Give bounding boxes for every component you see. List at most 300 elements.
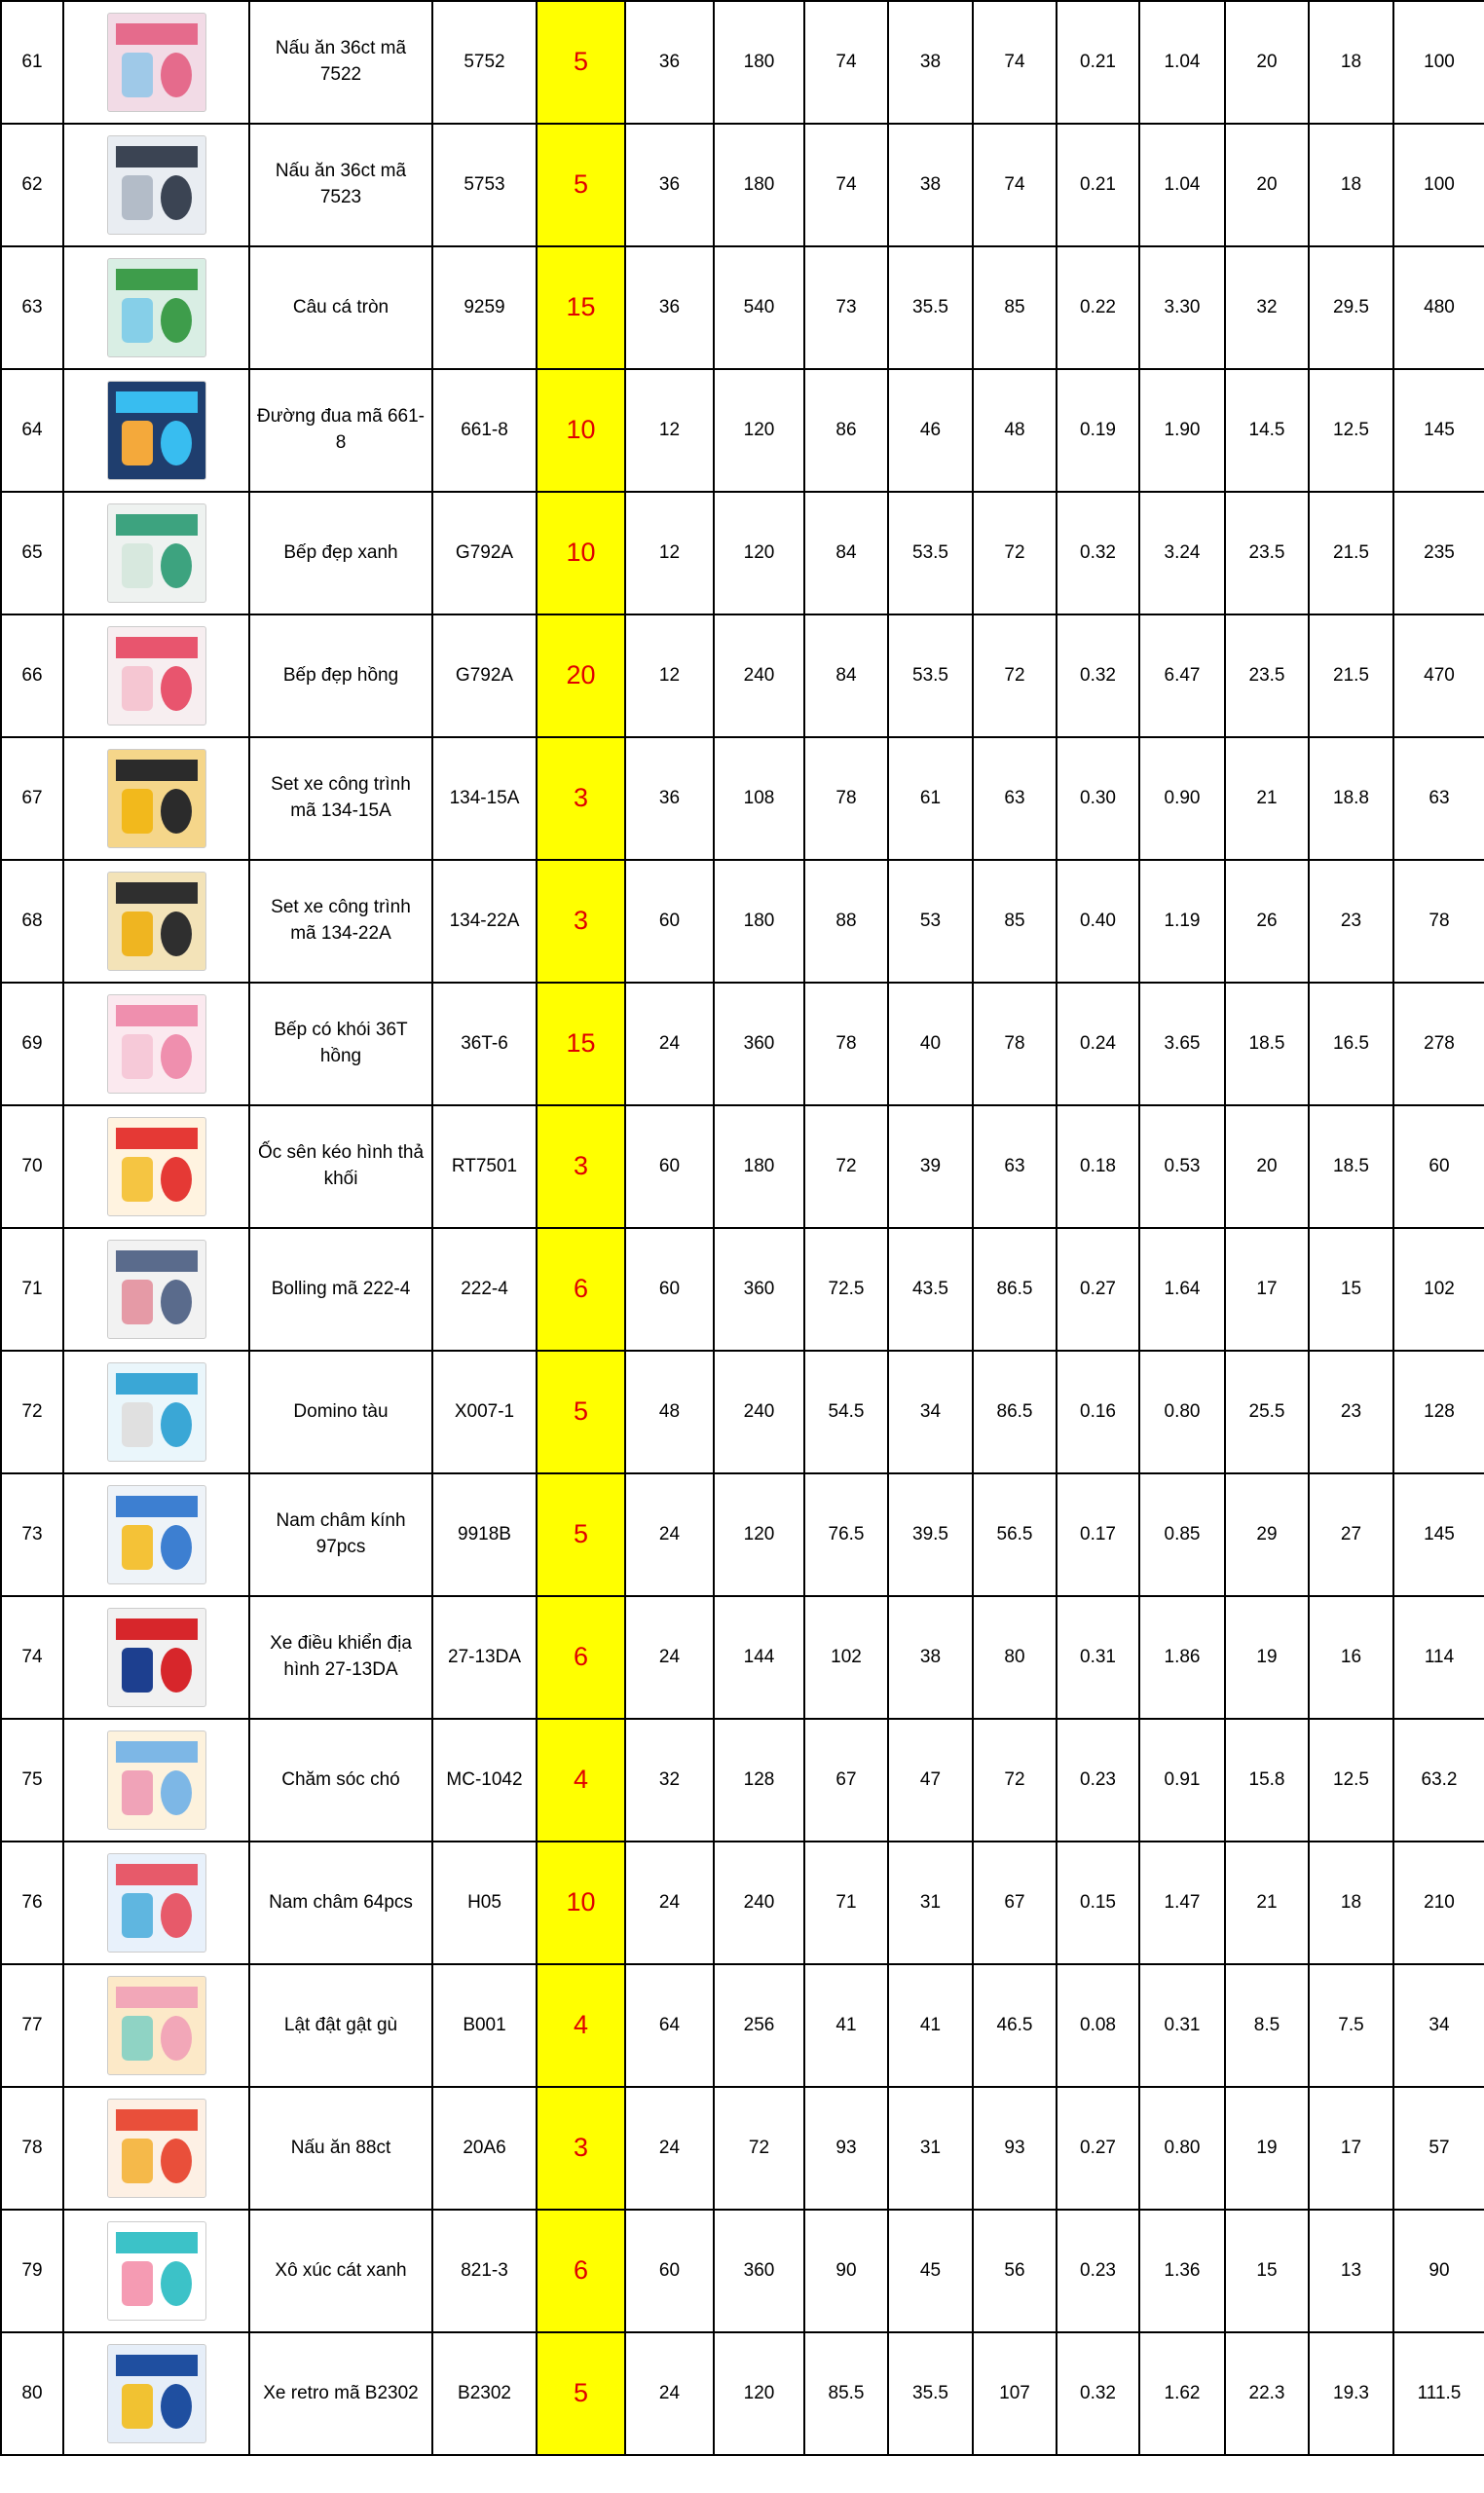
value-cell: 72 [973, 614, 1057, 737]
table-row [1, 492, 1484, 614]
value-cell: 80 [973, 1596, 1057, 1719]
product-photo-shape [122, 2384, 153, 2429]
value-cell: 0.31 [1139, 1964, 1225, 2087]
product-image-cell [63, 1351, 249, 1473]
value-cell: 24 [625, 1596, 714, 1719]
product-photo-icon [107, 258, 206, 357]
table-row [1, 1, 1484, 124]
product-photo-shape [116, 1987, 198, 2008]
value-cell: 32 [1225, 246, 1309, 369]
product-code-cell: B2302 [432, 2332, 537, 2455]
product-image-cell [63, 2210, 249, 2332]
value-cell: 360 [714, 2210, 804, 2332]
value-cell: 278 [1393, 983, 1484, 1105]
table-row [1, 2332, 1484, 2455]
value-cell: 540 [714, 246, 804, 369]
value-cell: 53.5 [888, 614, 973, 737]
value-cell: 84 [804, 492, 888, 614]
value-cell: 36 [625, 737, 714, 860]
table-row [1, 2087, 1484, 2210]
product-photo-shape [122, 1034, 153, 1079]
value-cell: 1.62 [1139, 2332, 1225, 2455]
value-cell: 90 [1393, 2210, 1484, 2332]
product-code-cell: G792A [432, 492, 537, 614]
value-cell: 18.5 [1309, 1105, 1393, 1228]
value-cell: 240 [714, 1351, 804, 1473]
value-cell: 78 [1393, 860, 1484, 983]
product-photo-shape [116, 1250, 198, 1272]
product-photo-shape [122, 1525, 153, 1570]
product-image-cell [63, 614, 249, 737]
value-cell: 20 [1225, 1, 1309, 124]
value-cell: 1.47 [1139, 1842, 1225, 1964]
product-image-cell [63, 124, 249, 246]
row-number-cell: 67 [1, 737, 63, 860]
product-photo-shape [116, 2109, 198, 2131]
product-photo-shape [161, 53, 192, 97]
value-cell: 40 [888, 983, 973, 1105]
value-cell: 240 [714, 614, 804, 737]
product-photo-shape [116, 1619, 198, 1640]
product-photo-icon [107, 381, 206, 480]
product-photo-icon [107, 994, 206, 1094]
quantity-cell: 6 [537, 2210, 625, 2332]
value-cell: 15 [1309, 1228, 1393, 1351]
product-photo-shape [122, 2139, 153, 2183]
value-cell: 100 [1393, 124, 1484, 246]
product-photo-shape [116, 1128, 198, 1149]
row-number-cell: 65 [1, 492, 63, 614]
product-name-cell: Bếp có khói 36T hồng [249, 983, 432, 1105]
value-cell: 102 [1393, 1228, 1484, 1351]
row-number-cell: 74 [1, 1596, 63, 1719]
value-cell: 36 [625, 246, 714, 369]
product-photo-shape [161, 2139, 192, 2183]
value-cell: 85.5 [804, 2332, 888, 2455]
product-name-cell: Đường đua mã 661-8 [249, 369, 432, 492]
product-photo-shape [122, 1157, 153, 1202]
value-cell: 86.5 [973, 1351, 1057, 1473]
product-code-cell: 9259 [432, 246, 537, 369]
value-cell: 63 [973, 737, 1057, 860]
product-photo-icon [107, 2344, 206, 2443]
value-cell: 0.31 [1057, 1596, 1139, 1719]
product-code-cell: 134-22A [432, 860, 537, 983]
value-cell: 18 [1309, 1, 1393, 124]
quantity-cell: 20 [537, 614, 625, 737]
value-cell: 53 [888, 860, 973, 983]
value-cell: 60 [625, 1228, 714, 1351]
product-photo-shape [116, 391, 198, 413]
value-cell: 24 [625, 1842, 714, 1964]
product-photo-shape [116, 23, 198, 45]
value-cell: 120 [714, 492, 804, 614]
value-cell: 12.5 [1309, 1719, 1393, 1842]
product-image-cell [63, 369, 249, 492]
product-name-cell: Domino tàu [249, 1351, 432, 1473]
value-cell: 111.5 [1393, 2332, 1484, 2455]
value-cell: 39 [888, 1105, 973, 1228]
table-row [1, 1596, 1484, 1719]
value-cell: 72 [973, 492, 1057, 614]
value-cell: 90 [804, 2210, 888, 2332]
value-cell: 60 [1393, 1105, 1484, 1228]
value-cell: 6.47 [1139, 614, 1225, 737]
product-image-cell [63, 1105, 249, 1228]
value-cell: 0.22 [1057, 246, 1139, 369]
table-row [1, 1351, 1484, 1473]
product-code-cell: 222-4 [432, 1228, 537, 1351]
product-photo-shape [122, 175, 153, 220]
product-photo-shape [122, 666, 153, 711]
value-cell: 64 [625, 1964, 714, 2087]
quantity-cell: 15 [537, 246, 625, 369]
product-photo-shape [122, 298, 153, 343]
value-cell: 1.36 [1139, 2210, 1225, 2332]
product-image-cell [63, 983, 249, 1105]
quantity-cell: 4 [537, 1719, 625, 1842]
value-cell: 20 [1225, 124, 1309, 246]
product-code-cell: 134-15A [432, 737, 537, 860]
value-cell: 0.23 [1057, 2210, 1139, 2332]
value-cell: 15.8 [1225, 1719, 1309, 1842]
value-cell: 20 [1225, 1105, 1309, 1228]
value-cell: 57 [1393, 2087, 1484, 2210]
product-name-cell: Chăm sóc chó [249, 1719, 432, 1842]
value-cell: 45 [888, 2210, 973, 2332]
product-photo-shape [161, 298, 192, 343]
product-code-cell: 20A6 [432, 2087, 537, 2210]
value-cell: 3.30 [1139, 246, 1225, 369]
product-name-cell: Set xe công trình mã 134-15A [249, 737, 432, 860]
value-cell: 100 [1393, 1, 1484, 124]
value-cell: 63 [973, 1105, 1057, 1228]
product-photo-icon [107, 503, 206, 603]
value-cell: 46 [888, 369, 973, 492]
value-cell: 210 [1393, 1842, 1484, 1964]
product-name-cell: Nam châm 64pcs [249, 1842, 432, 1964]
value-cell: 23.5 [1225, 614, 1309, 737]
quantity-cell: 5 [537, 2332, 625, 2455]
table-row [1, 1964, 1484, 2087]
value-cell: 21.5 [1309, 614, 1393, 737]
value-cell: 84 [804, 614, 888, 737]
product-photo-shape [161, 1402, 192, 1447]
product-photo-shape [122, 789, 153, 834]
value-cell: 85 [973, 860, 1057, 983]
quantity-cell: 4 [537, 1964, 625, 2087]
value-cell: 39.5 [888, 1473, 973, 1596]
value-cell: 0.40 [1057, 860, 1139, 983]
value-cell: 180 [714, 1105, 804, 1228]
product-name-cell: Xe điều khiển địa hình 27-13DA [249, 1596, 432, 1719]
value-cell: 18 [1309, 1842, 1393, 1964]
product-photo-shape [116, 1005, 198, 1026]
value-cell: 0.80 [1139, 1351, 1225, 1473]
product-image-cell [63, 1842, 249, 1964]
value-cell: 3.65 [1139, 983, 1225, 1105]
product-photo-shape [161, 2016, 192, 2061]
value-cell: 24 [625, 2332, 714, 2455]
value-cell: 56.5 [973, 1473, 1057, 1596]
value-cell: 21 [1225, 1842, 1309, 1964]
row-number-cell: 69 [1, 983, 63, 1105]
value-cell: 35.5 [888, 246, 973, 369]
product-name-cell: Lật đật gật gù [249, 1964, 432, 2087]
value-cell: 0.27 [1057, 1228, 1139, 1351]
value-cell: 120 [714, 2332, 804, 2455]
product-code-cell: G792A [432, 614, 537, 737]
row-number-cell: 72 [1, 1351, 63, 1473]
value-cell: 72 [973, 1719, 1057, 1842]
value-cell: 34 [1393, 1964, 1484, 2087]
product-code-cell: 661-8 [432, 369, 537, 492]
product-name-cell: Ốc sên kéo hình thả khối [249, 1105, 432, 1228]
value-cell: 108 [714, 737, 804, 860]
quantity-cell: 5 [537, 124, 625, 246]
value-cell: 180 [714, 124, 804, 246]
value-cell: 41 [804, 1964, 888, 2087]
value-cell: 144 [714, 1596, 804, 1719]
product-photo-shape [116, 1741, 198, 1763]
value-cell: 0.30 [1057, 737, 1139, 860]
product-image-cell [63, 1964, 249, 2087]
value-cell: 1.64 [1139, 1228, 1225, 1351]
product-code-cell: 821-3 [432, 2210, 537, 2332]
value-cell: 128 [1393, 1351, 1484, 1473]
value-cell: 0.32 [1057, 492, 1139, 614]
value-cell: 22.3 [1225, 2332, 1309, 2455]
value-cell: 0.16 [1057, 1351, 1139, 1473]
value-cell: 47 [888, 1719, 973, 1842]
row-number-cell: 80 [1, 2332, 63, 2455]
product-name-cell: Câu cá tròn [249, 246, 432, 369]
product-photo-icon [107, 626, 206, 726]
product-name-cell: Bolling mã 222-4 [249, 1228, 432, 1351]
product-name-cell: Bếp đẹp hồng [249, 614, 432, 737]
value-cell: 46.5 [973, 1964, 1057, 2087]
value-cell: 13 [1309, 2210, 1393, 2332]
table-row [1, 1719, 1484, 1842]
row-number-cell: 61 [1, 1, 63, 124]
product-name-cell: Xe retro mã B2302 [249, 2332, 432, 2455]
value-cell: 18.8 [1309, 737, 1393, 860]
value-cell: 38 [888, 124, 973, 246]
product-name-cell: Bếp đẹp xanh [249, 492, 432, 614]
value-cell: 60 [625, 2210, 714, 2332]
value-cell: 78 [973, 983, 1057, 1105]
product-photo-shape [116, 760, 198, 781]
value-cell: 53.5 [888, 492, 973, 614]
product-photo-shape [116, 1864, 198, 1885]
value-cell: 23 [1309, 860, 1393, 983]
value-cell: 102 [804, 1596, 888, 1719]
value-cell: 61 [888, 737, 973, 860]
value-cell: 72 [804, 1105, 888, 1228]
value-cell: 67 [973, 1842, 1057, 1964]
row-number-cell: 77 [1, 1964, 63, 2087]
product-photo-icon [107, 1485, 206, 1584]
product-photo-icon [107, 1362, 206, 1462]
product-code-cell: 9918B [432, 1473, 537, 1596]
quantity-cell: 3 [537, 737, 625, 860]
value-cell: 38 [888, 1, 973, 124]
value-cell: 0.80 [1139, 2087, 1225, 2210]
value-cell: 470 [1393, 614, 1484, 737]
value-cell: 29.5 [1309, 246, 1393, 369]
value-cell: 120 [714, 369, 804, 492]
product-photo-icon [107, 872, 206, 971]
row-number-cell: 79 [1, 2210, 63, 2332]
product-image-cell [63, 1596, 249, 1719]
value-cell: 74 [804, 1, 888, 124]
product-photo-icon [107, 1976, 206, 2075]
value-cell: 0.08 [1057, 1964, 1139, 2087]
product-photo-icon [107, 2221, 206, 2321]
product-photo-shape [122, 53, 153, 97]
product-name-cell: Nấu ăn 36ct mã 7522 [249, 1, 432, 124]
product-image-cell [63, 1473, 249, 1596]
product-photo-shape [122, 1893, 153, 1938]
value-cell: 78 [804, 983, 888, 1105]
product-photo-shape [161, 1770, 192, 1815]
value-cell: 48 [973, 369, 1057, 492]
value-cell: 35.5 [888, 2332, 973, 2455]
product-photo-shape [122, 1280, 153, 1324]
product-photo-icon [107, 1608, 206, 1707]
row-number-cell: 76 [1, 1842, 63, 1964]
value-cell: 12.5 [1309, 369, 1393, 492]
table-row [1, 1228, 1484, 1351]
value-cell: 34 [888, 1351, 973, 1473]
value-cell: 19.3 [1309, 2332, 1393, 2455]
value-cell: 12 [625, 369, 714, 492]
table-row [1, 614, 1484, 737]
value-cell: 0.15 [1057, 1842, 1139, 1964]
value-cell: 63.2 [1393, 1719, 1484, 1842]
value-cell: 19 [1225, 2087, 1309, 2210]
value-cell: 114 [1393, 1596, 1484, 1719]
value-cell: 0.53 [1139, 1105, 1225, 1228]
value-cell: 73 [804, 246, 888, 369]
value-cell: 88 [804, 860, 888, 983]
value-cell: 0.18 [1057, 1105, 1139, 1228]
product-name-cell: Nấu ăn 88ct [249, 2087, 432, 2210]
value-cell: 21.5 [1309, 492, 1393, 614]
row-number-cell: 75 [1, 1719, 63, 1842]
product-photo-shape [161, 543, 192, 588]
product-code-cell: 27-13DA [432, 1596, 537, 1719]
product-photo-shape [116, 2232, 198, 2253]
table-row [1, 369, 1484, 492]
value-cell: 48 [625, 1351, 714, 1473]
product-photo-icon [107, 2099, 206, 2198]
value-cell: 0.32 [1057, 2332, 1139, 2455]
product-photo-icon [107, 1730, 206, 1830]
value-cell: 235 [1393, 492, 1484, 614]
value-cell: 32 [625, 1719, 714, 1842]
value-cell: 36 [625, 124, 714, 246]
product-photo-shape [122, 543, 153, 588]
row-number-cell: 68 [1, 860, 63, 983]
product-name-cell: Nấu ăn 36ct mã 7523 [249, 124, 432, 246]
value-cell: 25.5 [1225, 1351, 1309, 1473]
product-photo-shape [116, 269, 198, 290]
table-row [1, 1842, 1484, 1964]
product-photo-shape [122, 1648, 153, 1693]
table-row [1, 983, 1484, 1105]
value-cell: 1.90 [1139, 369, 1225, 492]
value-cell: 1.86 [1139, 1596, 1225, 1719]
product-photo-icon [107, 749, 206, 848]
product-photo-shape [116, 1373, 198, 1395]
quantity-cell: 5 [537, 1473, 625, 1596]
quantity-cell: 6 [537, 1596, 625, 1719]
value-cell: 0.21 [1057, 1, 1139, 124]
value-cell: 23.5 [1225, 492, 1309, 614]
product-photo-shape [116, 882, 198, 904]
value-cell: 72 [714, 2087, 804, 2210]
product-photo-shape [116, 1496, 198, 1517]
value-cell: 7.5 [1309, 1964, 1393, 2087]
value-cell: 360 [714, 983, 804, 1105]
product-code-cell: RT7501 [432, 1105, 537, 1228]
product-code-cell: MC-1042 [432, 1719, 537, 1842]
value-cell: 67 [804, 1719, 888, 1842]
value-cell: 24 [625, 1473, 714, 1596]
quantity-cell: 5 [537, 1351, 625, 1473]
value-cell: 0.32 [1057, 614, 1139, 737]
product-name-cell: Xô xúc cát xanh [249, 2210, 432, 2332]
value-cell: 78 [804, 737, 888, 860]
product-photo-shape [161, 1280, 192, 1324]
value-cell: 18 [1309, 124, 1393, 246]
value-cell: 93 [804, 2087, 888, 2210]
product-code-cell: 36T-6 [432, 983, 537, 1105]
product-image-cell [63, 2332, 249, 2455]
value-cell: 12 [625, 492, 714, 614]
row-number-cell: 71 [1, 1228, 63, 1351]
row-number-cell: 64 [1, 369, 63, 492]
table-row [1, 1105, 1484, 1228]
product-code-cell: 5752 [432, 1, 537, 124]
value-cell: 76.5 [804, 1473, 888, 1596]
product-photo-shape [122, 2261, 153, 2306]
value-cell: 480 [1393, 246, 1484, 369]
value-cell: 180 [714, 860, 804, 983]
value-cell: 41 [888, 1964, 973, 2087]
value-cell: 63 [1393, 737, 1484, 860]
product-photo-icon [107, 1117, 206, 1216]
product-photo-shape [161, 1157, 192, 1202]
row-number-cell: 78 [1, 2087, 63, 2210]
product-image-cell [63, 2087, 249, 2210]
product-photo-shape [161, 421, 192, 465]
quantity-cell: 3 [537, 2087, 625, 2210]
value-cell: 86 [804, 369, 888, 492]
product-image-cell [63, 1719, 249, 1842]
quantity-cell: 10 [537, 369, 625, 492]
product-photo-shape [116, 514, 198, 536]
quantity-cell: 3 [537, 1105, 625, 1228]
value-cell: 60 [625, 860, 714, 983]
product-photo-icon [107, 1853, 206, 1953]
table-body [1, 1, 1484, 2455]
value-cell: 0.91 [1139, 1719, 1225, 1842]
value-cell: 16.5 [1309, 983, 1393, 1105]
value-cell: 120 [714, 1473, 804, 1596]
row-number-cell: 62 [1, 124, 63, 246]
